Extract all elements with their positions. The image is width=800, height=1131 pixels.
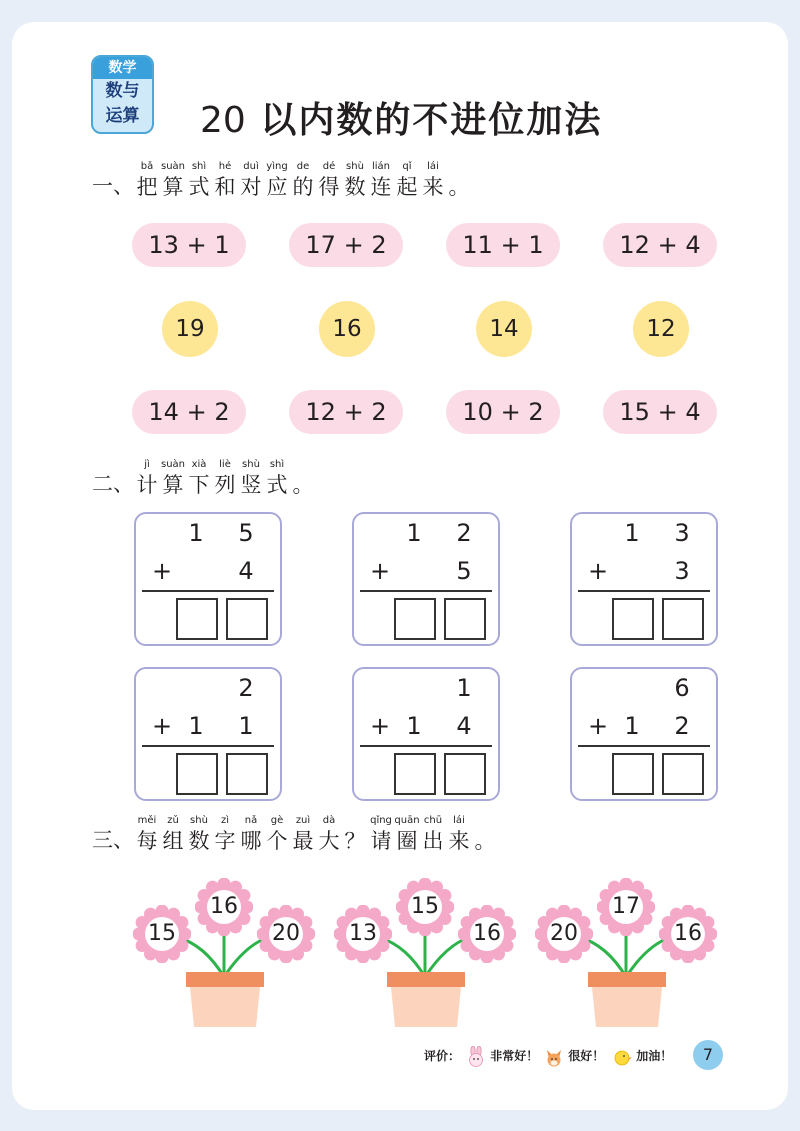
- pinyin: lái: [427, 161, 439, 172]
- hanzi: 圈: [396, 829, 418, 853]
- pinyin-char: [264, 160, 290, 200]
- flower-right[interactable]: [659, 905, 717, 963]
- plus-sign: +: [369, 557, 391, 585]
- answer-box-tens[interactable]: [612, 753, 654, 795]
- plus-sign: +: [587, 712, 609, 740]
- digit: 1: [406, 712, 422, 740]
- pinyin: shì: [269, 459, 285, 470]
- hanzi: 最: [292, 829, 314, 853]
- answer-box-ones[interactable]: [226, 598, 268, 640]
- chick-icon: [612, 1049, 636, 1063]
- flower-center[interactable]: [597, 878, 655, 936]
- sum-line: [578, 745, 710, 747]
- pinyin-char: [212, 458, 238, 498]
- hanzi: 请: [370, 829, 392, 853]
- flower-right[interactable]: [458, 905, 516, 963]
- pinyin: de: [296, 161, 310, 172]
- pinyin: zǔ: [167, 815, 179, 826]
- plus-sign: +: [151, 712, 173, 740]
- flower-left[interactable]: [334, 905, 392, 963]
- digit: 1: [624, 712, 640, 740]
- pinyin: shì: [191, 161, 207, 172]
- hanzi: 。: [474, 829, 496, 853]
- digit: 3: [674, 519, 690, 547]
- pinyin: shù: [346, 161, 364, 172]
- pinyin-char: [368, 814, 394, 854]
- pinyin-char: [212, 814, 238, 854]
- hanzi: 得: [318, 175, 340, 199]
- pinyin-char: [420, 160, 446, 200]
- digit: 1: [238, 712, 254, 740]
- hanzi: 来: [448, 829, 470, 853]
- title-text: 以内数的不进位加法: [260, 100, 603, 141]
- hanzi: 竖: [240, 473, 262, 497]
- pinyin-char: [342, 160, 368, 200]
- title-number: 20: [200, 100, 246, 141]
- pinyin-char: [134, 160, 160, 200]
- hanzi: 下: [188, 473, 210, 497]
- pinyin-char: [160, 160, 186, 200]
- badge-line-2: 运算: [105, 106, 140, 126]
- answer-box-tens[interactable]: [612, 598, 654, 640]
- pinyin: xià: [191, 459, 207, 470]
- rating-good[interactable]: [544, 1043, 604, 1069]
- pinyin: lián: [371, 161, 391, 172]
- section-3-instruction: [134, 814, 498, 854]
- sum-line: [142, 590, 274, 592]
- bunny-icon: [466, 1049, 490, 1063]
- digit: 4: [238, 557, 254, 585]
- expression-pill-top[interactable]: 13 + 1: [132, 223, 246, 267]
- pinyin: suàn: [160, 459, 185, 470]
- flower-number: 16: [473, 921, 501, 946]
- evaluation-label: 评价：: [424, 1049, 461, 1063]
- pinyin: hé: [218, 161, 232, 172]
- digit: 3: [674, 557, 690, 585]
- pinyin-char: [186, 458, 212, 498]
- pinyin-char: [290, 458, 316, 498]
- expression-pill-bottom[interactable]: 12 + 2: [289, 390, 403, 434]
- digit: 4: [456, 712, 472, 740]
- flower-left[interactable]: [535, 905, 593, 963]
- rating-very-good[interactable]: [466, 1043, 538, 1069]
- section-2-instruction: [134, 458, 316, 498]
- badge-line-1: 数与: [105, 81, 140, 101]
- pinyin: duì: [243, 161, 259, 172]
- sum-line: [360, 590, 492, 592]
- hanzi: 大: [318, 829, 340, 853]
- pinyin-char: [264, 814, 290, 854]
- pinyin: yìng: [266, 161, 288, 172]
- result-circle[interactable]: 12: [633, 301, 689, 357]
- pinyin: suàn: [160, 161, 185, 172]
- rating-text: 加油！: [636, 1049, 673, 1063]
- pinyin: qǐ: [402, 161, 412, 172]
- badge-subject: 数学: [93, 57, 152, 79]
- sum-line: [578, 590, 710, 592]
- expression-pill-bottom[interactable]: 14 + 2: [132, 390, 246, 434]
- digit: 1: [188, 712, 204, 740]
- digit: 6: [674, 674, 690, 702]
- hanzi: 个: [266, 829, 288, 853]
- pinyin-char: [394, 160, 420, 200]
- pinyin-char: [420, 814, 446, 854]
- digit: 1: [188, 519, 204, 547]
- flower-left[interactable]: [133, 905, 191, 963]
- plus-sign: +: [151, 557, 173, 585]
- subject-badge: [91, 55, 154, 134]
- hanzi: 字: [214, 829, 236, 853]
- answer-box-tens[interactable]: [394, 598, 436, 640]
- pinyin: shù: [242, 459, 260, 470]
- expression-pill-top[interactable]: 11 + 1: [446, 223, 560, 267]
- digit: 1: [624, 519, 640, 547]
- section-3-heading: [92, 814, 498, 854]
- pinyin-char: [186, 814, 212, 854]
- vertical-addition-problem: [352, 667, 500, 801]
- digit: 5: [456, 557, 472, 585]
- page-number: 7: [693, 1040, 723, 1070]
- pinyin-char: [238, 814, 264, 854]
- digit: 2: [456, 519, 472, 547]
- digit: 1: [406, 519, 422, 547]
- expression-pill-top[interactable]: 12 + 4: [603, 223, 717, 267]
- flower-number: 15: [411, 894, 439, 919]
- pinyin-char: [238, 458, 264, 498]
- vertical-addition-problem: [134, 667, 282, 801]
- pinyin-char: [212, 160, 238, 200]
- section-3-number: 三、: [92, 828, 134, 852]
- hanzi: 应: [266, 175, 288, 199]
- hanzi: 哪: [240, 829, 262, 853]
- pinyin-char: [264, 458, 290, 498]
- expression-pill-bottom[interactable]: 10 + 2: [446, 390, 560, 434]
- pinyin: lái: [453, 815, 465, 826]
- hanzi: 组: [162, 829, 184, 853]
- hanzi: ？: [344, 829, 366, 853]
- hanzi: 。: [448, 175, 470, 199]
- pinyin-char: [290, 814, 316, 854]
- pinyin-char: [134, 458, 160, 498]
- answer-box-tens[interactable]: [176, 753, 218, 795]
- pinyin-char: [368, 160, 394, 200]
- pinyin: měi: [137, 815, 157, 826]
- pinyin-char: [316, 814, 342, 854]
- rating-keep-trying[interactable]: [612, 1043, 672, 1069]
- pinyin: jì: [144, 459, 150, 470]
- hanzi: 数: [344, 175, 366, 199]
- plus-sign: +: [369, 712, 391, 740]
- pinyin-char: [472, 814, 498, 854]
- plus-sign: +: [587, 557, 609, 585]
- section-1-heading: [92, 160, 472, 200]
- flower-number: 16: [674, 921, 702, 946]
- hanzi: 式: [188, 175, 210, 199]
- pinyin-char: [342, 814, 368, 854]
- pinyin: bǎ: [140, 161, 154, 172]
- pinyin-char: [160, 814, 186, 854]
- digit: 2: [674, 712, 690, 740]
- hanzi: 。: [292, 473, 314, 497]
- section-2-number: 二、: [92, 472, 134, 496]
- answer-box-ones[interactable]: [226, 753, 268, 795]
- answer-box-tens[interactable]: [176, 598, 218, 640]
- hanzi: 来: [422, 175, 444, 199]
- result-circle[interactable]: 14: [476, 301, 532, 357]
- answer-box-tens[interactable]: [394, 753, 436, 795]
- hanzi: 算: [162, 473, 184, 497]
- sum-line: [360, 745, 492, 747]
- answer-box-ones[interactable]: [662, 753, 704, 795]
- pinyin-char: [186, 160, 212, 200]
- pinyin-char: [446, 160, 472, 200]
- flower-number: 20: [272, 921, 300, 946]
- pinyin: qǐng: [370, 815, 392, 826]
- page-title: [200, 92, 602, 143]
- flower-number: 13: [349, 921, 377, 946]
- hanzi: 每: [136, 829, 158, 853]
- hanzi: 对: [240, 175, 262, 199]
- expression-pill-top[interactable]: 17 + 2: [289, 223, 403, 267]
- flower-right[interactable]: [257, 905, 315, 963]
- pinyin: zuì: [295, 815, 311, 826]
- flower-number: 16: [210, 894, 238, 919]
- hanzi: 连: [370, 175, 392, 199]
- flower-number: 20: [550, 921, 578, 946]
- hanzi: 计: [136, 473, 158, 497]
- digit: 5: [238, 519, 254, 547]
- digit: 2: [238, 674, 254, 702]
- pinyin-char: [446, 814, 472, 854]
- pinyin: quān: [394, 815, 420, 826]
- flower-center[interactable]: [396, 878, 454, 936]
- answer-box-ones[interactable]: [444, 753, 486, 795]
- hanzi: 出: [422, 829, 444, 853]
- vertical-addition-problem: [570, 512, 718, 646]
- flower-number: 17: [612, 894, 640, 919]
- hanzi: 数: [188, 829, 210, 853]
- pinyin-char: [160, 458, 186, 498]
- answer-box-ones[interactable]: [662, 598, 704, 640]
- pinyin: chū: [423, 815, 443, 826]
- section-1-number: 一、: [92, 174, 134, 198]
- fox-icon: [544, 1049, 568, 1063]
- hanzi: 算: [162, 175, 184, 199]
- pinyin: dé: [322, 161, 336, 172]
- hanzi: 起: [396, 175, 418, 199]
- hanzi: 式: [266, 473, 288, 497]
- rating-text: 很好！: [568, 1049, 605, 1063]
- hanzi: 和: [214, 175, 236, 199]
- digit: 1: [456, 674, 472, 702]
- pinyin-char: [134, 814, 160, 854]
- pinyin: dà: [322, 815, 336, 826]
- vertical-addition-problem: [134, 512, 282, 646]
- pinyin-char: [290, 160, 316, 200]
- sum-line: [142, 745, 274, 747]
- hanzi: 把: [136, 175, 158, 199]
- pinyin: shù: [190, 815, 208, 826]
- pinyin-char: [316, 160, 342, 200]
- expression-pill-bottom[interactable]: 15 + 4: [603, 390, 717, 434]
- result-circle[interactable]: 16: [319, 301, 375, 357]
- vertical-addition-problem: [352, 512, 500, 646]
- vertical-addition-problem: [570, 667, 718, 801]
- hanzi: 列: [214, 473, 236, 497]
- section-2-heading: [92, 458, 316, 498]
- hanzi: 的: [292, 175, 314, 199]
- pinyin: gè: [270, 815, 284, 826]
- result-circle[interactable]: 19: [162, 301, 218, 357]
- answer-box-ones[interactable]: [444, 598, 486, 640]
- rating-text: 非常好！: [490, 1049, 539, 1063]
- pinyin-char: [238, 160, 264, 200]
- flower-center[interactable]: [195, 878, 253, 936]
- pinyin: nǎ: [244, 815, 258, 826]
- pinyin: liè: [219, 459, 231, 470]
- flower-number: 15: [148, 921, 176, 946]
- pinyin-char: [394, 814, 420, 854]
- pinyin: zì: [220, 815, 230, 826]
- section-1-instruction: [134, 160, 472, 200]
